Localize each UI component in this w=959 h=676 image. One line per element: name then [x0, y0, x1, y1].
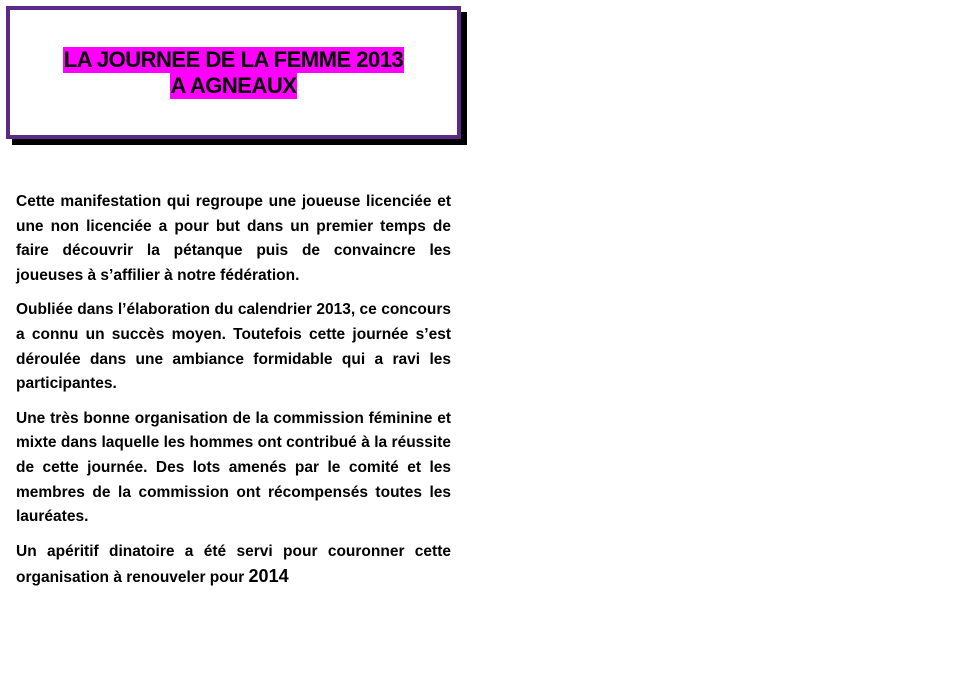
article-body — [16, 190, 451, 601]
paragraph-3: Une très bonne organisation de la commission féminine et mixte dans laquelle les hommes ont contribué à la réussite de cette journée. Des lots amenés par le comité et les membres de la commission ont récompensés toutes les lauréates. — [16, 409, 451, 526]
title-line-2: A AGNEAUX — [170, 72, 297, 98]
paragraph-4-year: 2014 — [248, 566, 289, 587]
paragraph-4-text: Un apéritif dinatoire a été servi pour couronner cette organisation à renouveler pour — [16, 542, 451, 587]
title-line-1: LA JOURNEE DE LA FEMME 2013 — [63, 46, 404, 72]
paragraph-4 — [16, 540, 451, 591]
paragraph-2: Oubliée dans l’élaboration du calendrier 2013, ce concours a connu un succès moyen. Toutefois cette journée s’est déroulée dans une ambiance formidable qui a ravi les participantes. — [16, 301, 451, 393]
title-box — [6, 6, 461, 139]
paragraph-1: Cette manifestation qui regroupe une joueuse licenciée et une non licenciée a pour but dans un premier temps de faire découvrir la pétanque puis de convaincre les joueuses à s’affilier à notre fédération. — [16, 193, 451, 284]
